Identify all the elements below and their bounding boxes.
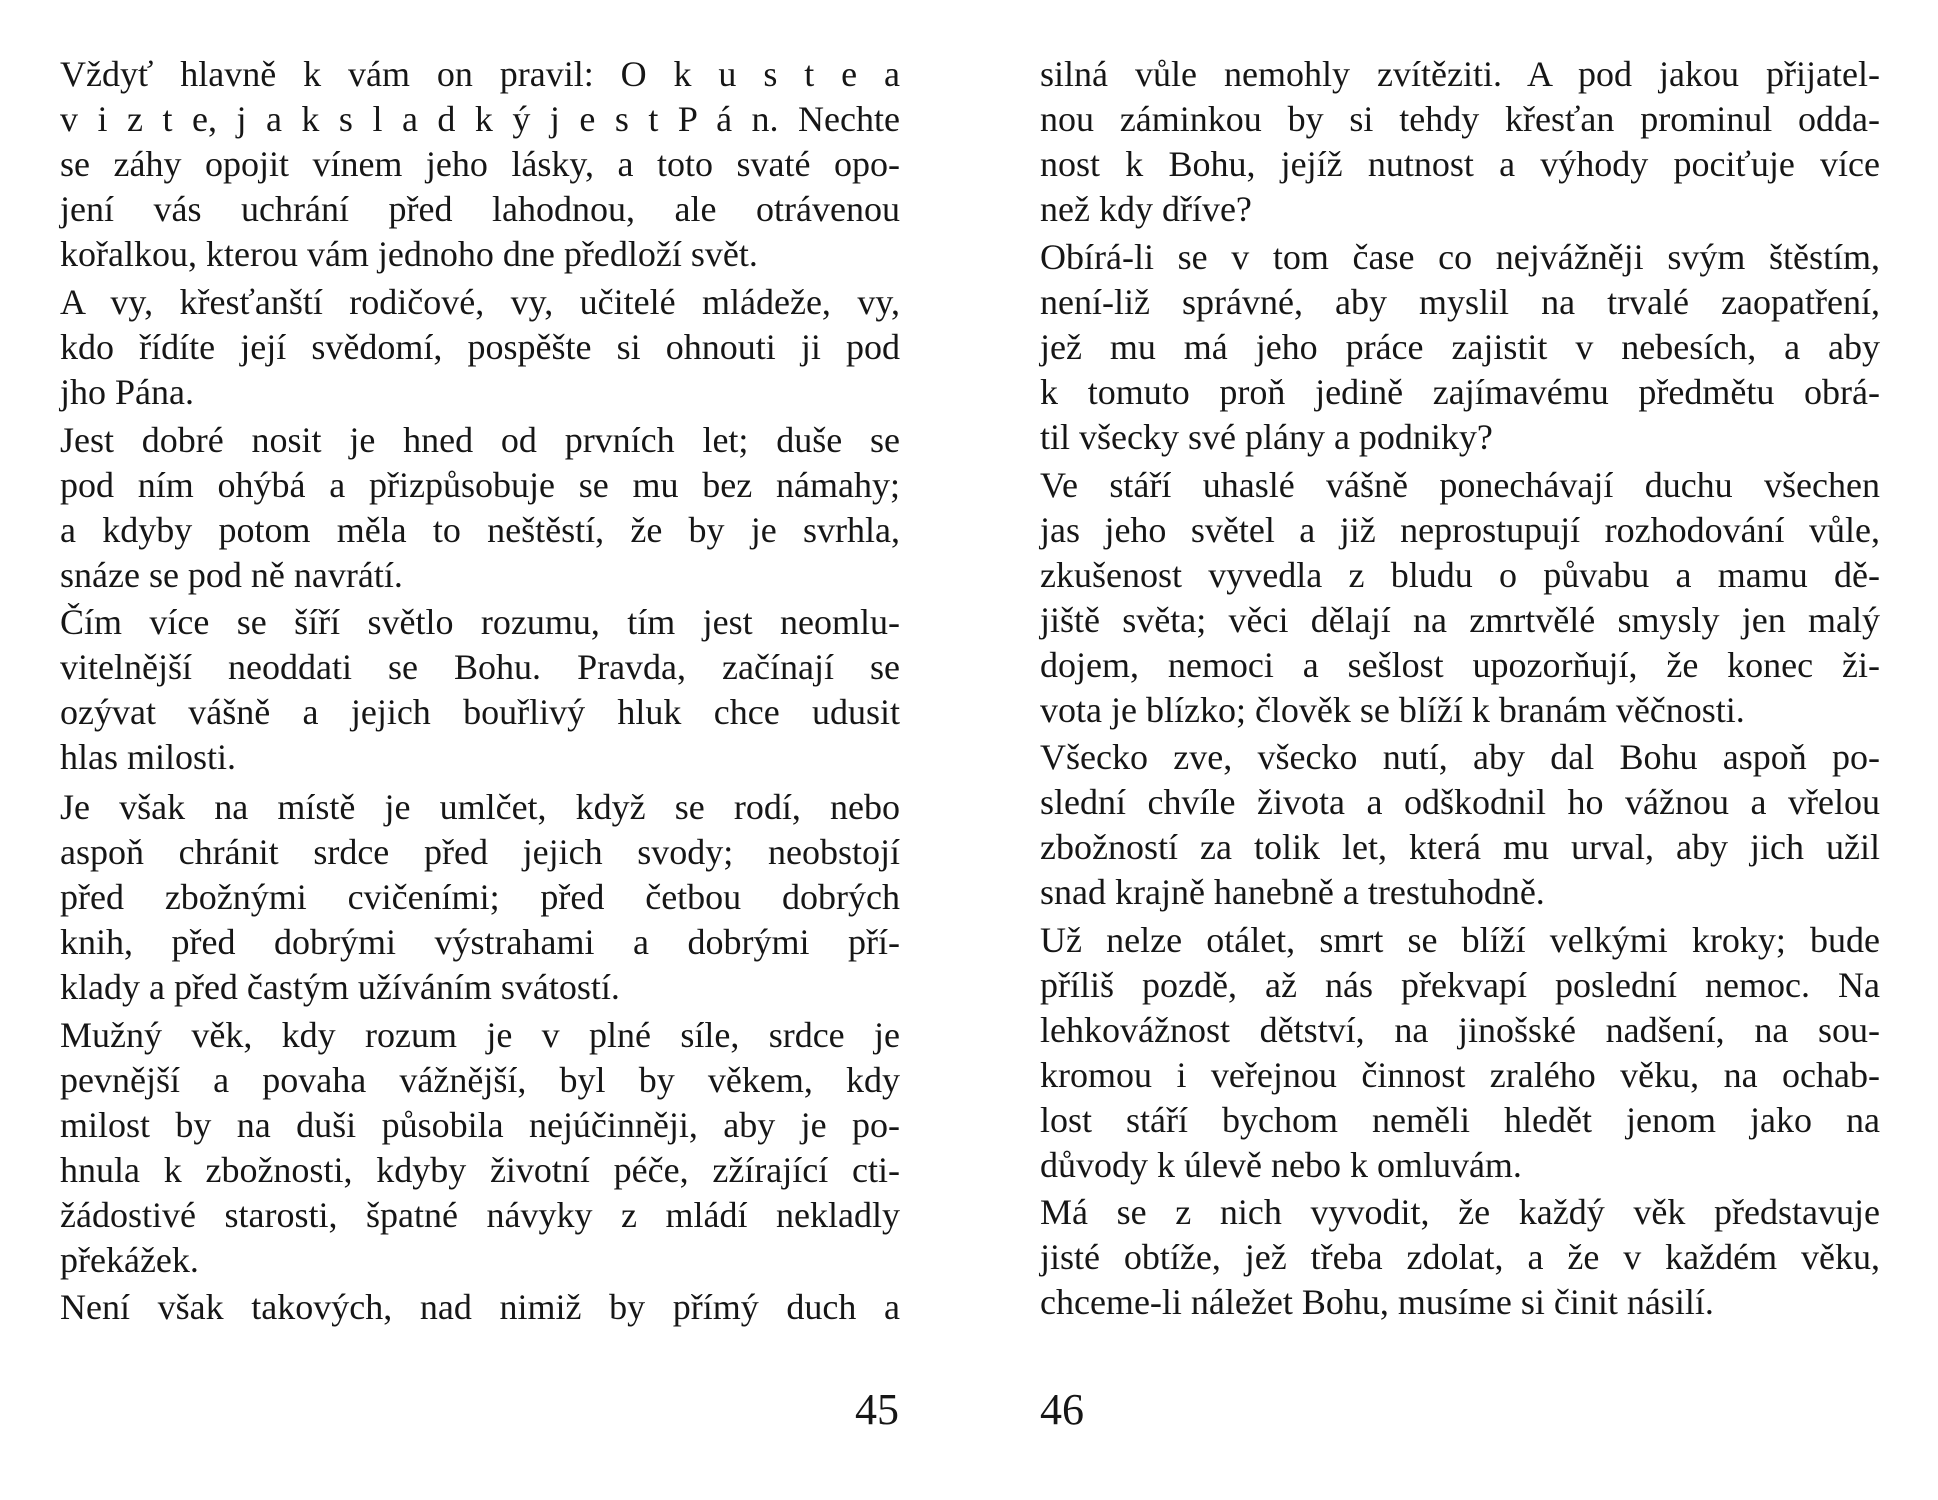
text-line: překážek. <box>60 1240 199 1280</box>
text-line: til všecky své plány a podniky? <box>1040 417 1493 457</box>
text-line: než kdy dříve? <box>1040 189 1252 229</box>
text-line: Jest dobré nosit je hned od prvních let; duše se <box>60 420 900 460</box>
text-line: Není však takových, nad nimiž by přímý duch a <box>60 1287 900 1327</box>
text-line: hnula k zbožnosti, kdyby životní péče, zžírající cti- <box>60 1150 900 1190</box>
text-line: k tomuto proň jedině zajímavému předmětu obrá- <box>1040 372 1880 412</box>
text-line: knih, před dobrými výstrahami a dobrými pří- <box>60 922 900 962</box>
text-line: Má se z nich vyvodit, že každý věk představuje <box>1040 1192 1880 1232</box>
text-line: Vždyť hlavně k vám on pravil: O k u s t e a <box>60 54 900 94</box>
text-line: lehkovážnost dětství, na jinošské nadšení, na sou- <box>1040 1010 1880 1050</box>
text-line: kromou i veřejnou činnost zralého věku, na ochab- <box>1040 1055 1880 1095</box>
text-line: vota je blízko; člověk se blíží k branám věčnosti. <box>1040 690 1745 730</box>
text-line: pevnější a povaha vážnější, byl by věkem, kdy <box>60 1060 900 1100</box>
left-page <box>60 0 900 1500</box>
text-line: Ve stáří uhaslé vášně ponechávají duchu všechen <box>1040 465 1880 505</box>
text-line: vitelnější neoddati se Bohu. Pravda, začínají se <box>60 647 900 687</box>
text-line: v i z t e, j a k s l a d k ý j e s t P á n. Nechte <box>60 99 900 139</box>
text-line: ozývat vášně a jejich bouřlivý hluk chce udusit <box>60 692 900 732</box>
text-line: silná vůle nemohly zvítěziti. A pod jakou přijatel- <box>1040 54 1880 94</box>
text-line: kdo řídíte její svědomí, pospěšte si ohnouti ji pod <box>60 327 900 367</box>
text-line: žádostivé starosti, špatné návyky z mládí nekladly <box>60 1195 900 1235</box>
text-line: chceme-li náležet Bohu, musíme si činit násilí. <box>1040 1282 1714 1322</box>
text-line: Obírá-li se v tom čase co nejvážněji svým štěstím, <box>1040 237 1880 277</box>
page-number: 46 <box>1040 1385 1084 1434</box>
text-line: jiště světa; věci dělají na zmrtvělé smysly jen malý <box>1040 600 1880 640</box>
text-line: klady a před častým užíváním svátostí. <box>60 967 620 1007</box>
right-page <box>1040 0 1880 1500</box>
text-line: jho Pána. <box>60 372 194 412</box>
text-line: snáze se pod ně navrátí. <box>60 555 403 595</box>
text-line: slední chvíle života a odškodnil ho vážnou a vřelou <box>1040 782 1880 822</box>
text-line: Mužný věk, kdy rozum je v plné síle, srdce je <box>60 1015 900 1055</box>
text-line: jisté obtíže, jež třeba zdolat, a že v každém věku, <box>1040 1237 1880 1277</box>
text-line: jež mu má jeho práce zajistit v nebesích, a aby <box>1040 327 1880 367</box>
text-line: jas jeho světel a již neprostupují rozhodování vůle, <box>1040 510 1880 550</box>
text-line: a kdyby potom měla to neštěstí, že by je svrhla, <box>60 510 900 550</box>
text-line: není-liž správné, aby myslil na trvalé zaopatření, <box>1040 282 1880 322</box>
text-line: zkušenost vyvedla z bludu o půvabu a mamu dě- <box>1040 555 1880 595</box>
text-line: nou záminkou by si tehdy křesťan prominul odda- <box>1040 99 1880 139</box>
text-line: aspoň chránit srdce před jejich svody; neobstojí <box>60 832 900 872</box>
text-line: Už nelze otálet, smrt se blíží velkými kroky; bude <box>1040 920 1880 960</box>
text-line: lost stáří bychom neměli hledět jenom jako na <box>1040 1100 1880 1140</box>
text-line: pod ním ohýbá a přizpůsobuje se mu bez námahy; <box>60 465 900 505</box>
text-line: hlas milosti. <box>60 737 237 777</box>
text-line: důvody k úlevě nebo k omluvám. <box>1040 1145 1522 1185</box>
text-line: Všecko zve, všecko nutí, aby dal Bohu aspoň po- <box>1040 737 1880 777</box>
text-line: před zbožnými cvičeními; před četbou dobrých <box>60 877 900 917</box>
text-line: Je však na místě je umlčet, když se rodí, nebo <box>60 787 900 827</box>
text-line: zbožností za tolik let, která mu urval, aby jich užil <box>1040 827 1880 867</box>
text-line: jení vás uchrání před lahodnou, ale otrávenou <box>60 189 900 229</box>
page-number: 45 <box>855 1385 899 1434</box>
text-line: A vy, křesťanští rodičové, vy, učitelé mládeže, vy, <box>60 282 900 322</box>
text-line: nost k Bohu, jejíž nutnost a výhody pociťuje více <box>1040 144 1880 184</box>
text-line: snad krajně hanebně a trestuhodně. <box>1040 872 1545 912</box>
text-line: dojem, nemoci a sešlost upozorňují, že konec ži- <box>1040 645 1880 685</box>
text-line: kořalkou, kterou vám jednoho dne předloží svět. <box>60 234 758 274</box>
text-line: milost by na duši působila nejúčinněji, aby je po- <box>60 1105 900 1145</box>
text-line: Čím více se šíří světlo rozumu, tím jest neomlu- <box>60 602 900 642</box>
text-line: příliš pozdě, až nás překvapí poslední nemoc. Na <box>1040 965 1880 1005</box>
text-line: se záhy opojit vínem jeho lásky, a toto svaté opo- <box>60 144 900 184</box>
